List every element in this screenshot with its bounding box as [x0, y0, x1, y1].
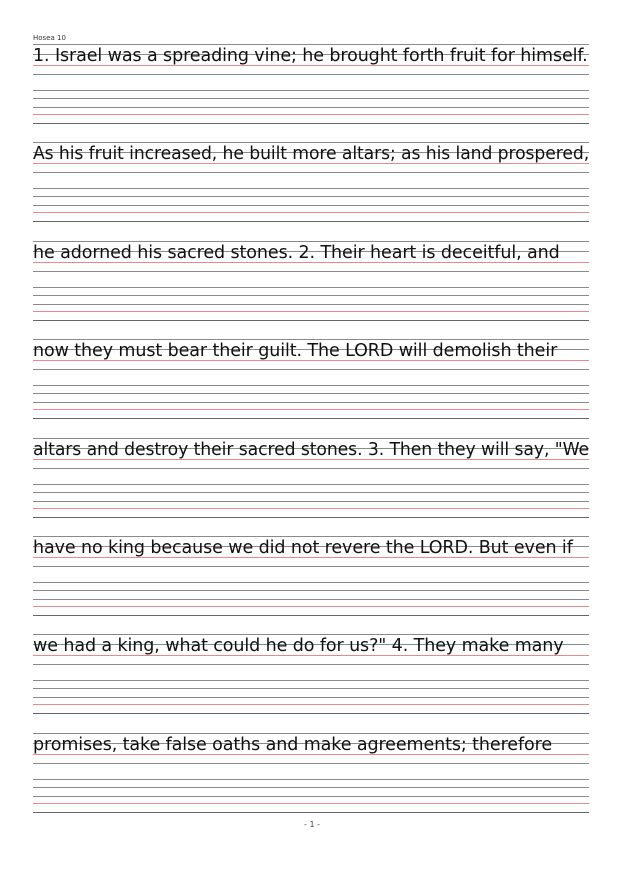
practice-line-block: [33, 733, 589, 823]
guide-line: [33, 566, 589, 567]
guide-line-red: [33, 114, 589, 115]
practice-line-block: [33, 536, 589, 626]
practice-line-block: [33, 438, 589, 528]
guide-line: [33, 492, 589, 493]
guide-line: [33, 733, 589, 734]
guide-line: [33, 287, 589, 288]
verse-text-line: 1. Israel was a spreading vine; he brought forth fruit for himself.: [33, 46, 588, 66]
guide-line: [33, 205, 589, 206]
guide-line: [33, 713, 589, 714]
practice-line-block: [33, 634, 589, 724]
guide-line: [33, 796, 589, 797]
guide-line: [33, 688, 589, 689]
guide-line: [33, 517, 589, 518]
guide-line: [33, 172, 589, 173]
verse-text-line: altars and destroy their sacred stones. 3. Then they will say, "We: [33, 439, 590, 460]
practice-line-block: [33, 339, 589, 429]
guide-line: [33, 438, 589, 439]
guide-line: [33, 812, 589, 813]
page-number: - 1 -: [304, 820, 320, 829]
verse-text-line: have no king because we did not revere the LORD. But even if: [33, 538, 573, 558]
guide-line: [33, 320, 589, 321]
guide-line: [33, 599, 589, 600]
guide-line: [33, 615, 589, 616]
guide-line-red: [33, 409, 589, 410]
practice-line-block: [33, 44, 589, 134]
guide-line: [33, 123, 589, 124]
guide-line: [33, 339, 589, 340]
page-header: Hosea 10: [33, 34, 66, 42]
guide-line: [33, 418, 589, 419]
guide-line-red: [33, 803, 589, 804]
guide-line: [33, 484, 589, 485]
guide-line-red: [33, 311, 589, 312]
guide-line-red: [33, 212, 589, 213]
guide-line: [33, 90, 589, 91]
verse-text-line: he adorned his sacred stones. 2. Their heart is deceitful, and: [33, 242, 560, 263]
guide-line: [33, 107, 589, 108]
guide-line: [33, 98, 589, 99]
verse-text-line: promises, take false oaths and make agreements; therefore: [33, 734, 553, 755]
guide-line: [33, 664, 589, 665]
guide-line: [33, 402, 589, 403]
guide-line: [33, 582, 589, 583]
guide-line: [33, 188, 589, 189]
guide-line: [33, 271, 589, 272]
guide-line: [33, 369, 589, 370]
guide-line: [33, 196, 589, 197]
guide-line: [33, 787, 589, 788]
guide-line: [33, 468, 589, 469]
guide-line: [33, 680, 589, 681]
guide-line: [33, 697, 589, 698]
guide-line: [33, 44, 589, 45]
guide-line: [33, 536, 589, 537]
guide-line: [33, 142, 589, 143]
guide-line: [33, 241, 589, 242]
guide-line: [33, 221, 589, 222]
guide-line: [33, 385, 589, 386]
guide-line: [33, 393, 589, 394]
guide-line-red: [33, 704, 589, 705]
guide-line-red: [33, 508, 589, 509]
guide-line: [33, 763, 589, 764]
practice-line-block: [33, 241, 589, 331]
verse-text-line: now they must bear their guilt. The LORD will demolish their: [33, 341, 558, 362]
guide-line: [33, 74, 589, 75]
guide-line-red: [33, 606, 589, 607]
guide-line: [33, 634, 589, 635]
guide-line: [33, 501, 589, 502]
practice-line-block: [33, 142, 589, 232]
guide-line: [33, 304, 589, 305]
guide-line: [33, 590, 589, 591]
guide-line: [33, 779, 589, 780]
verse-text-line: we had a king, what could he do for us?" 4. They make many: [33, 636, 564, 657]
verse-text-line: As his fruit increased, he built more altars; as his land prospered,: [33, 144, 590, 165]
guide-line: [33, 295, 589, 296]
